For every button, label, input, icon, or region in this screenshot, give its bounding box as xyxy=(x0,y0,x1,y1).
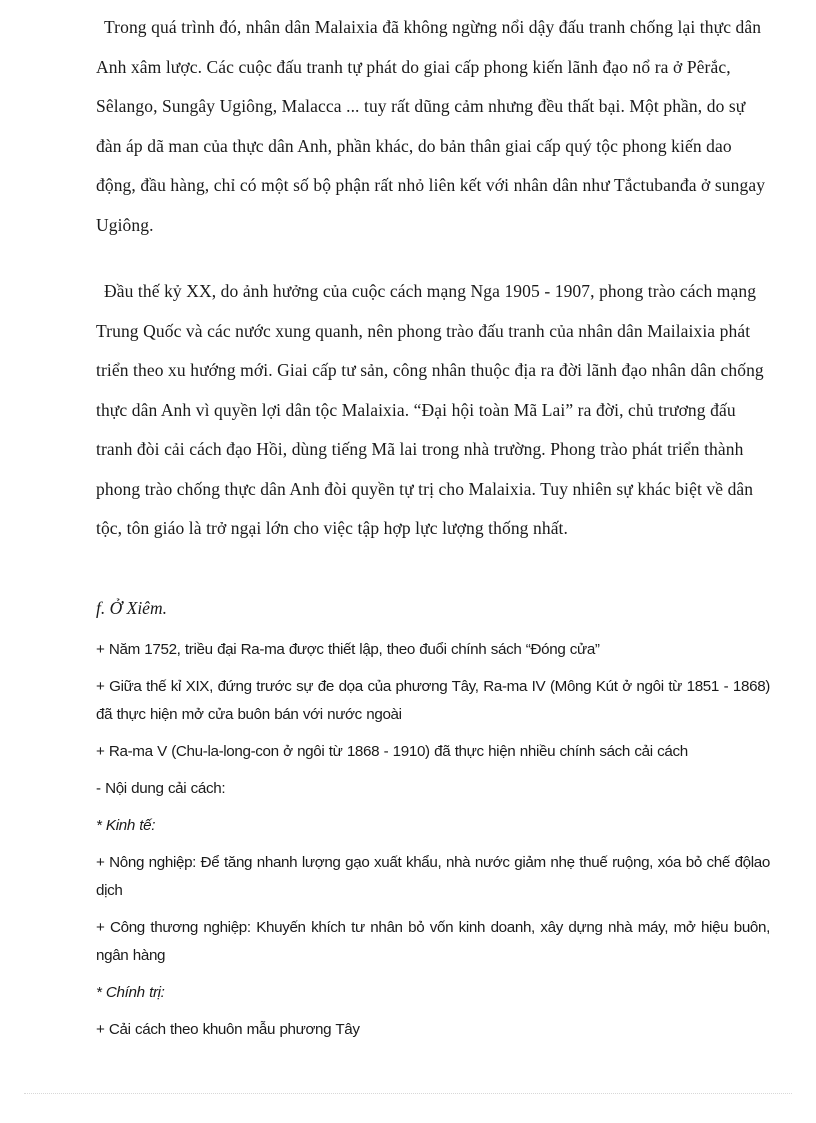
list-item: + Công thương nghiệp: Khuyến khích tư nhân bỏ vốn kinh doanh, xây dựng nhà máy, mở hiệu buôn, ngân hàng xyxy=(96,919,770,964)
section-heading-xiem: f. Ở Xiêm. xyxy=(96,598,167,618)
paragraph-early-20th-century xyxy=(96,272,768,549)
list-item-economy: * Kinh tế: xyxy=(96,817,156,834)
page-bottom-divider xyxy=(24,1093,792,1094)
list-item: + Nông nghiệp: Để tăng nhanh lượng gạo xuất khẩu, nhà nước giảm nhẹ thuế ruộng, xóa bỏ chế độlao dịch xyxy=(96,854,770,899)
list-item: + Giữa thế kỉ XIX, đứng trước sự đe dọa của phương Tây, Ra-ma IV (Mông Kút ở ngôi từ 1851 - 1868) đã thực hiện mở cửa buôn bán với nước ngoài xyxy=(96,678,770,723)
paragraph-text: Đầu thế kỷ XX, do ảnh hưởng của cuộc cách mạng Nga 1905 - 1907, phong trào cách mạng Trung Quốc và các nước xung quanh, nên phong trào đấu tranh của nhân dân Mailaixia phát triển theo xu hướng mới. Giai cấp tư sản, công nhân thuộc địa ra đời lãnh đạo nhân dân chống thực dân Anh vì quyền lợi dân tộc Malaixia. “Đại hội toàn Mã Lai” ra đời, chủ trương đấu tranh đòi cải cách đạo Hồi, dùng tiếng Mã lai trong nhà trường. Phong trào phát triển thành phong trào chống thực dân Anh đòi quyền tự trị cho Malaixia. Tuy nhiên sự khác biệt về dân tộc, tôn giáo là trở ngại lớn cho việc tập hợp lực lượng thống nhất. xyxy=(96,281,764,538)
list-item: + Năm 1752, triều đại Ra-ma được thiết lập, theo đuổi chính sách “Đóng cửa” xyxy=(96,641,600,658)
list-item: + Cải cách theo khuôn mẫu phương Tây xyxy=(96,1021,360,1038)
paragraph-malaixia-resistance xyxy=(96,8,768,245)
list-item: - Nội dung cải cách: xyxy=(96,780,226,797)
list-item-politics: * Chính trị: xyxy=(96,984,165,1001)
list-item: + Ra-ma V (Chu-la-long-con ở ngôi từ 1868 - 1910) đã thực hiện nhiều chính sách cải cách xyxy=(96,743,688,760)
reform-list xyxy=(96,636,770,1053)
paragraph-text: Trong quá trình đó, nhân dân Malaixia đã không ngừng nổi dậy đấu tranh chống lại thực dân Anh xâm lược. Các cuộc đấu tranh tự phát do giai cấp phong kiến lãnh đạo nổ ra ở Pêrắc, Sêlango, Sungây Ugiông, Malacca ... tuy rất dũng cảm nhưng đều thất bại. Một phần, do sự đàn áp dã man của thực dân Anh, phần khác, do bản thân giai cấp quý tộc phong kiến dao động, đầu hàng, chỉ có một số bộ phận rất nhỏ liên kết với nhân dân như Tắctubanđa ở sungay Ugiông. xyxy=(96,17,766,235)
